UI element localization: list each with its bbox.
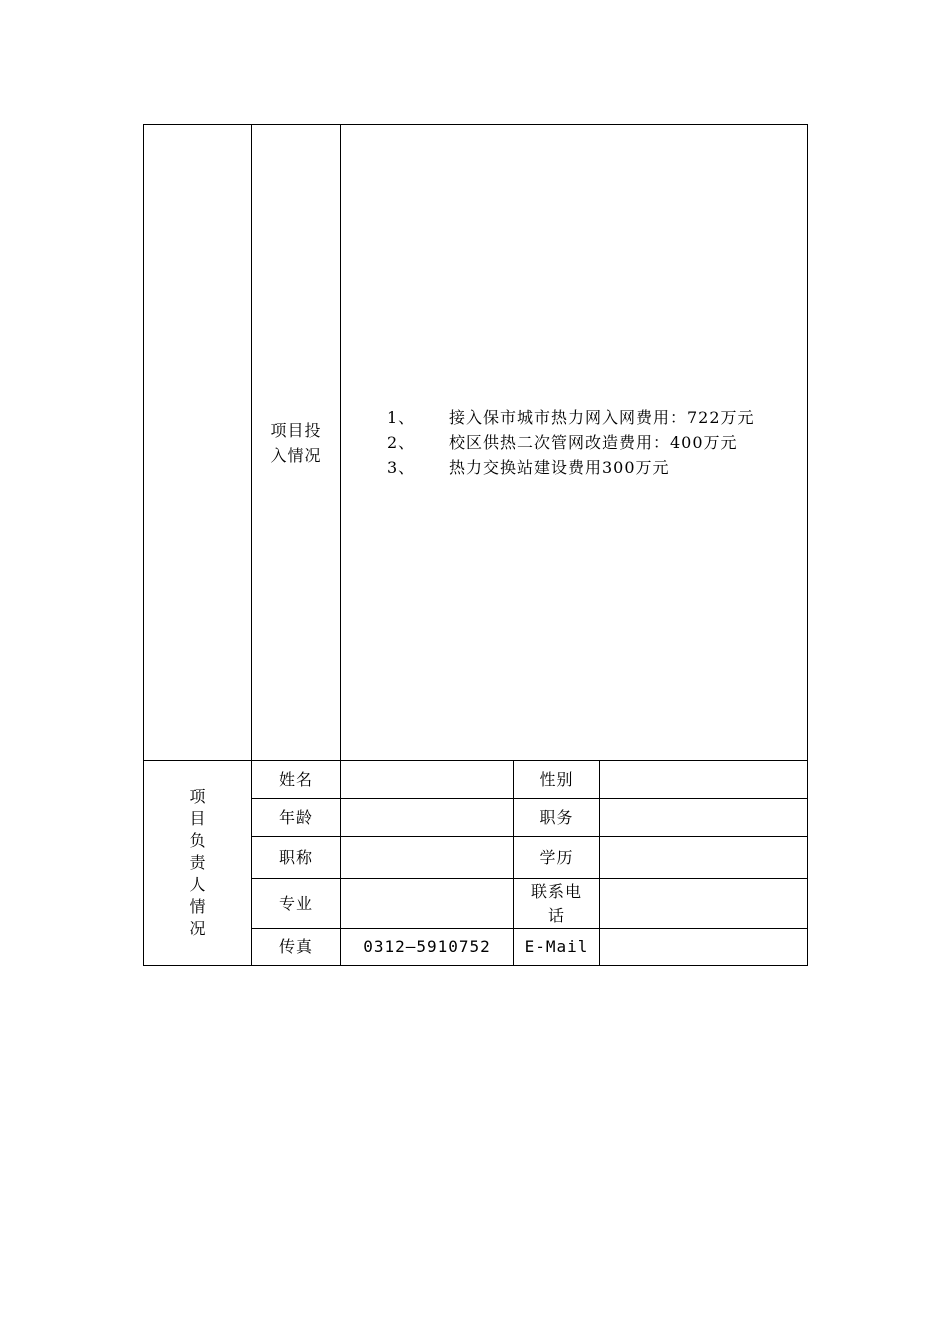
major-label: 专业 bbox=[252, 879, 341, 929]
investment-list bbox=[341, 405, 807, 480]
investment-content-cell bbox=[341, 125, 808, 761]
investment-item-text: 校区供热二次管网改造费用：400万元 bbox=[449, 433, 738, 452]
investment-item-number: 3、 bbox=[387, 458, 416, 477]
email-value bbox=[600, 929, 808, 966]
title-label: 职称 bbox=[252, 837, 341, 879]
education-value bbox=[600, 837, 808, 879]
investment-item bbox=[387, 430, 807, 455]
email-label: E-Mail bbox=[514, 929, 600, 966]
leader-row-name bbox=[144, 761, 808, 799]
education-label: 学历 bbox=[514, 837, 600, 879]
phone-value bbox=[600, 879, 808, 929]
investment-row bbox=[144, 125, 808, 761]
title-value bbox=[341, 837, 514, 879]
leader-section-label: 项目负责人情况 bbox=[189, 786, 206, 938]
investment-label-cell bbox=[252, 125, 341, 761]
leader-section-label-cell bbox=[144, 761, 252, 966]
investment-item-number: 2、 bbox=[387, 433, 416, 452]
name-label: 姓名 bbox=[252, 761, 341, 799]
fax-label: 传真 bbox=[252, 929, 341, 966]
phone-label-cell bbox=[514, 879, 600, 929]
major-value bbox=[341, 879, 514, 929]
gender-label: 性别 bbox=[514, 761, 600, 799]
name-value bbox=[341, 761, 514, 799]
investment-item-text: 接入保市城市热力网入网费用：722万元 bbox=[449, 408, 755, 427]
investment-item-text: 热力交换站建设费用300万元 bbox=[449, 458, 670, 477]
investment-item-number: 1、 bbox=[387, 408, 416, 427]
fax-value: 0312—5910752 bbox=[341, 929, 514, 966]
phone-label: 联系电话 bbox=[530, 881, 582, 925]
blank-left-cell bbox=[144, 125, 252, 761]
investment-item bbox=[387, 455, 807, 480]
age-label: 年龄 bbox=[252, 799, 341, 837]
investment-label: 项目投入情况 bbox=[270, 420, 322, 465]
position-label: 职务 bbox=[514, 799, 600, 837]
age-value bbox=[341, 799, 514, 837]
position-value bbox=[600, 799, 808, 837]
project-form-table bbox=[143, 124, 808, 966]
investment-item bbox=[387, 405, 807, 430]
gender-value bbox=[600, 761, 808, 799]
